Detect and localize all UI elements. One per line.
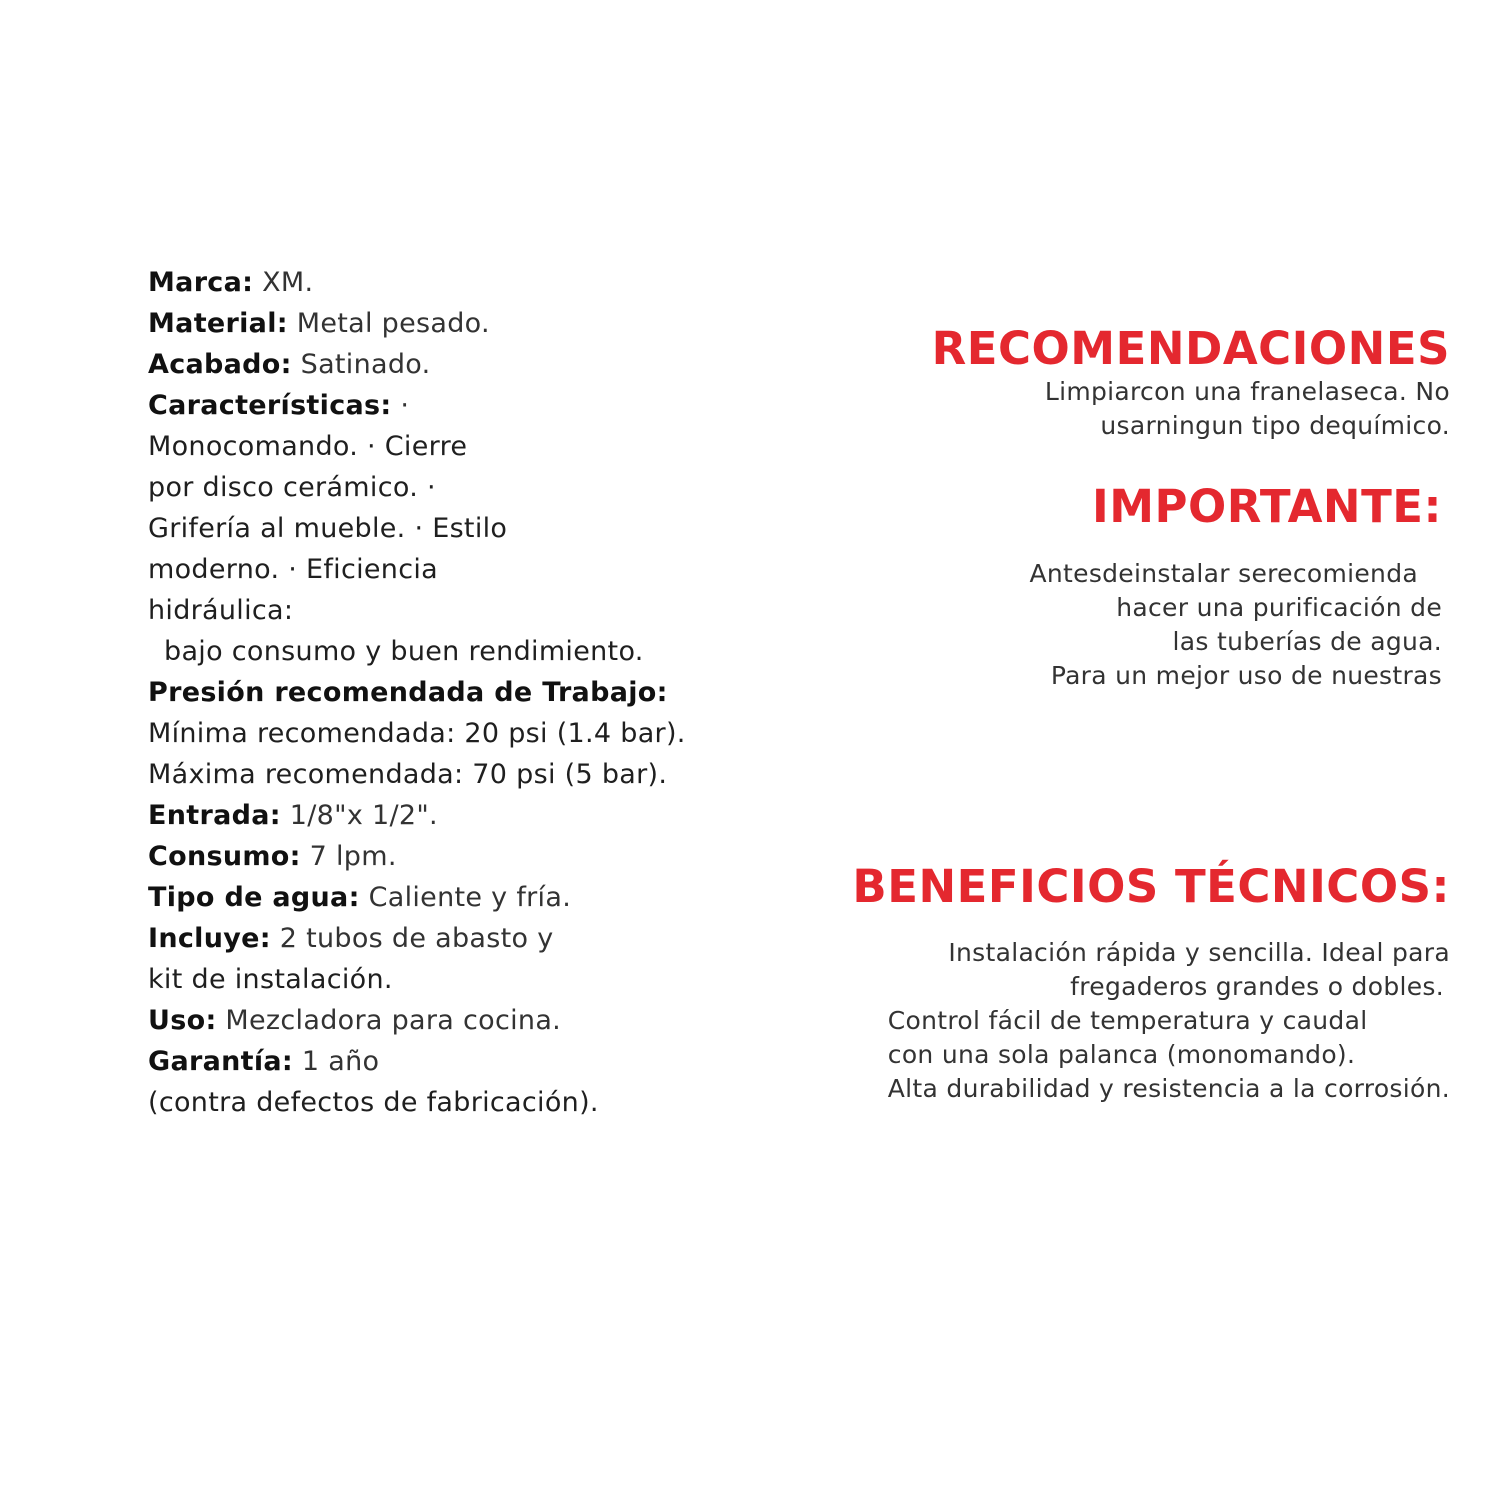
spec-presion-maxima: Máxima recomendada: 70 psi (5 bar). xyxy=(148,759,668,790)
spec-caracteristicas-line: Grifería al mueble. · Estilo xyxy=(148,513,508,544)
recomendaciones-line: Limpiarcon una franelaseca. No xyxy=(1044,377,1450,406)
spec-garantia: Garantía: 1 año xyxy=(148,1046,380,1077)
spec-garantia-line: (contra defectos de fabricación). xyxy=(148,1087,599,1118)
importante-line: Para un mejor uso de nuestras xyxy=(1050,661,1442,690)
importante-line: Antesdeinstalar serecomienda xyxy=(1029,559,1418,588)
beneficios-line: Alta durabilidad y resistencia a la corrosión. xyxy=(887,1074,1450,1103)
spec-presion: Presión recomendada de Trabajo: xyxy=(148,677,668,708)
beneficios-line: fregaderos grandes o dobles. xyxy=(1070,972,1444,1001)
spec-marca: Marca: XM. xyxy=(148,267,314,298)
recomendaciones-heading: RECOMENDACIONES xyxy=(931,322,1450,375)
spec-caracteristicas-line: Monocomando. · Cierre xyxy=(148,431,468,462)
spec-acabado: Acabado: Satinado. xyxy=(148,349,431,380)
spec-incluye-line: kit de instalación. xyxy=(148,964,393,995)
recomendaciones-line: usarningun tipo dequímico. xyxy=(1100,411,1450,440)
spec-uso: Uso: Mezcladora para cocina. xyxy=(148,1005,562,1036)
spec-presion-minima: Mínima recomendada: 20 psi (1.4 bar). xyxy=(148,718,686,749)
spec-tipo-agua: Tipo de agua: Caliente y fría. xyxy=(148,882,572,913)
spec-caracteristicas-line: hidráulica: xyxy=(148,595,294,626)
product-specifications xyxy=(148,262,788,1123)
spec-caracteristicas: Características: · xyxy=(148,390,410,421)
spec-material: Material: Metal pesado. xyxy=(148,308,490,339)
spec-consumo: Consumo: 7 lpm. xyxy=(148,841,397,872)
importante-heading: IMPORTANTE: xyxy=(1091,480,1442,533)
beneficios-heading: BENEFICIOS TÉCNICOS: xyxy=(852,860,1450,913)
spec-entrada: Entrada: 1/8"x 1/2". xyxy=(148,800,438,831)
beneficios-text xyxy=(888,936,1450,1106)
recomendaciones-section xyxy=(932,322,1450,443)
beneficios-line: Instalación rápida y sencilla. Ideal para xyxy=(948,938,1450,967)
spec-incluye: Incluye: 2 tubos de abasto y xyxy=(148,923,554,954)
importante-text xyxy=(1029,557,1442,693)
spec-caracteristicas-line: moderno. · Eficiencia xyxy=(148,554,439,585)
importante-line: hacer una purificación de xyxy=(1116,593,1442,622)
beneficios-line: Control fácil de temperatura y caudal xyxy=(887,1006,1368,1035)
spec-caracteristicas-line: por disco cerámico. · xyxy=(148,472,436,503)
spec-caracteristicas-line: bajo consumo y buen rendimiento. xyxy=(164,636,644,667)
beneficios-line: con una sola palanca (monomando). xyxy=(887,1040,1356,1069)
importante-line: las tuberías de agua. xyxy=(1172,627,1442,656)
